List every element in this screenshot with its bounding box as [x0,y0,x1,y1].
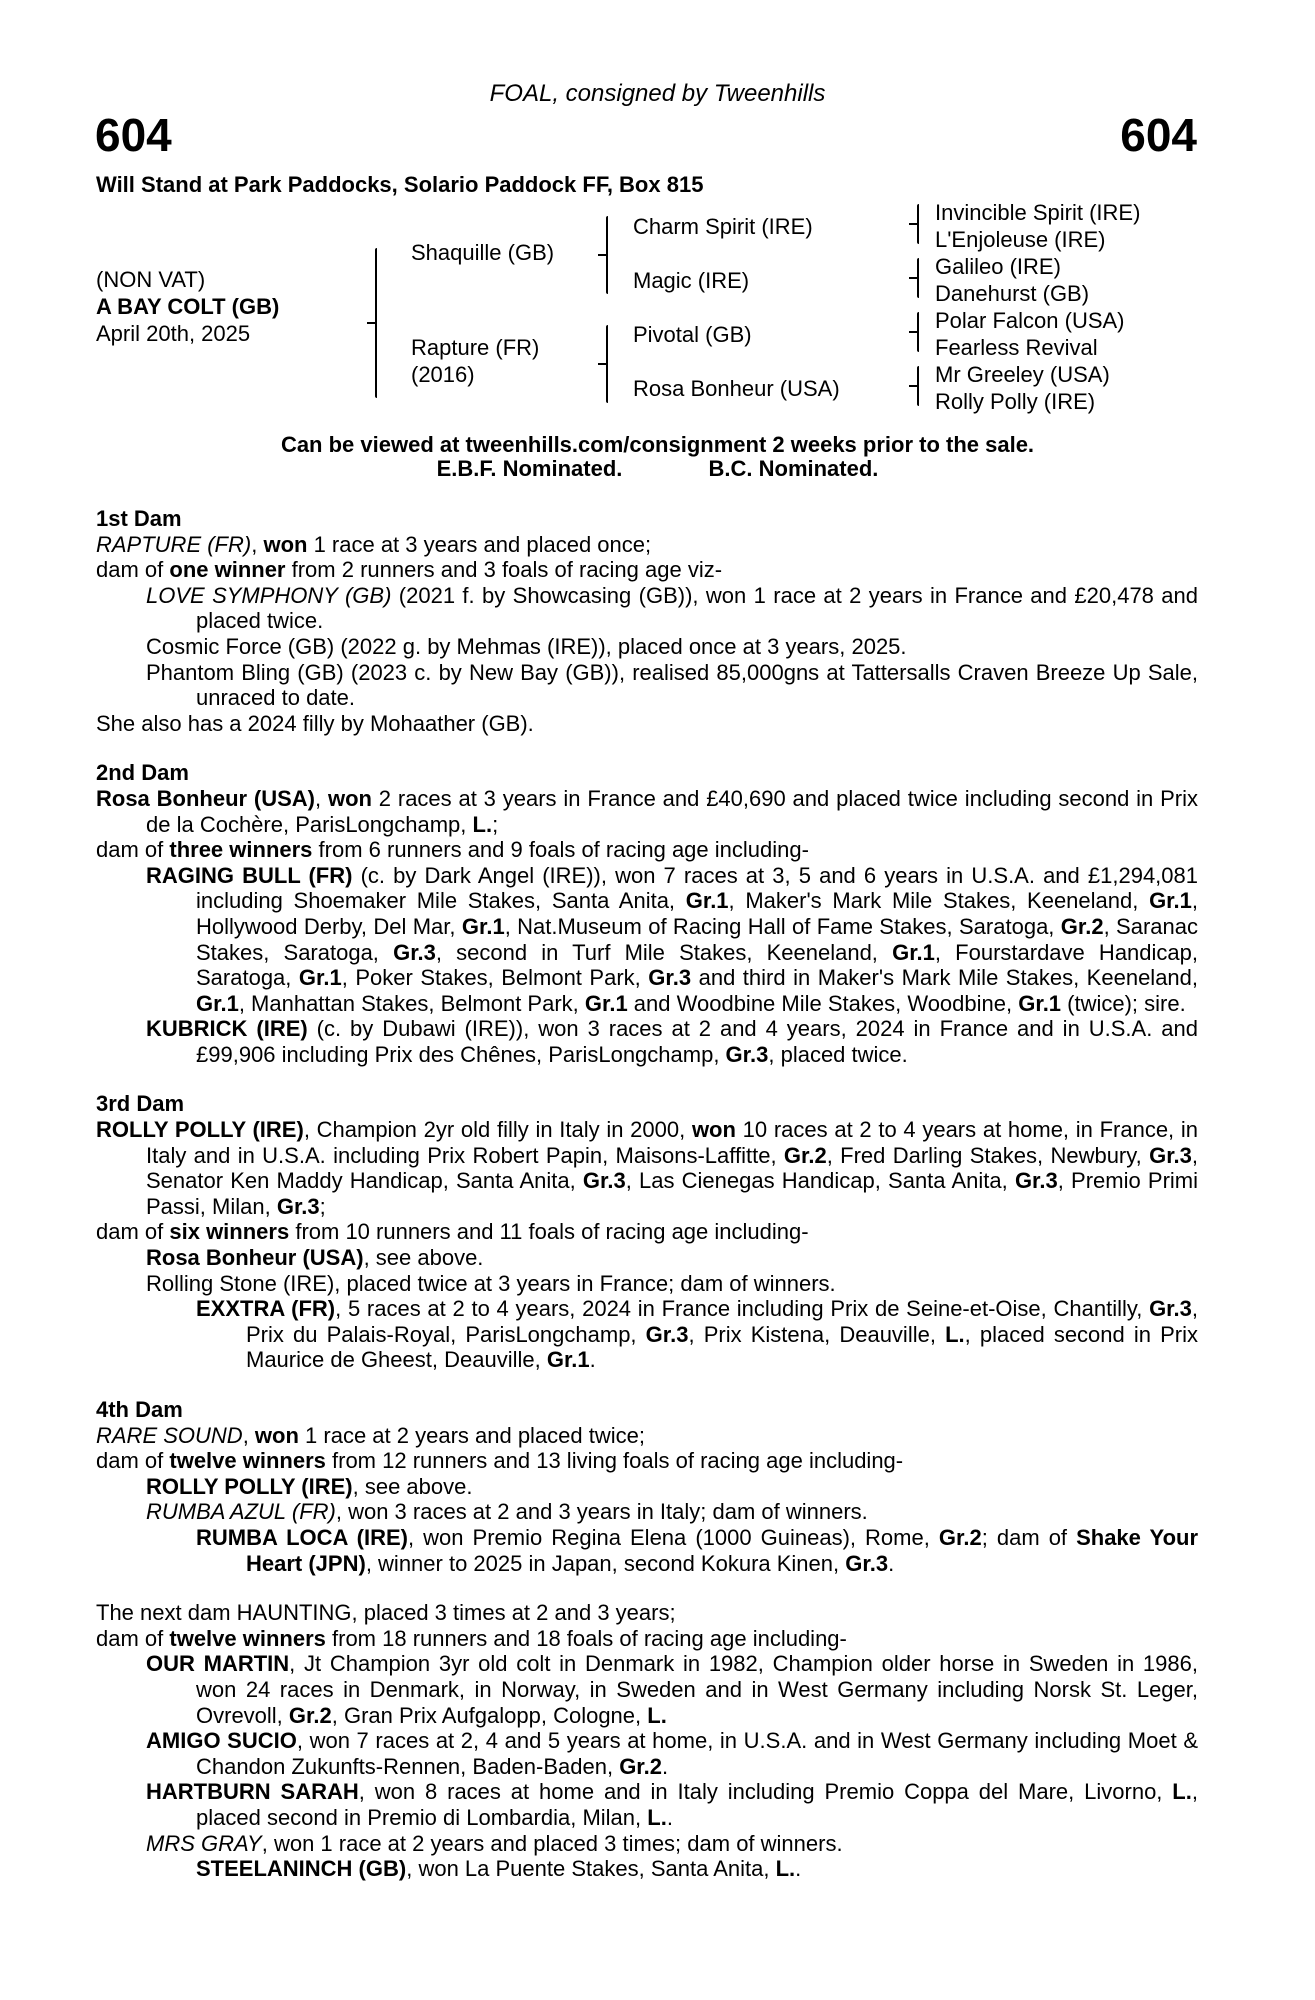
record-entry [96,1728,1198,1779]
pedigree-brace [917,312,919,352]
bold-text: twelve winners [169,1625,326,1651]
sire: Shaquille (GB) [411,240,555,265]
bold-text: one winner [169,557,286,583]
record-entry [96,1779,1198,1830]
pedigree-brace [917,204,919,244]
text: Cosmic Force (GB) (2022 g. by Mehmas (IRE)), placed once at 3 years, 2025. [146,633,907,659]
bold-text: Gr.3 [276,1193,320,1219]
text: ; dam of [981,1524,1077,1550]
text: , won 3 races at 2 and 3 years in Italy; dam of winners. [335,1499,868,1525]
text: dam of [96,1219,170,1245]
text: 1 race at 3 years and placed once; [307,531,652,557]
italic-text: MRS GRAY [146,1830,262,1856]
dam-section [96,506,1198,736]
record-entry [96,1245,1198,1271]
text: , Gran Prix Aufgalopp, Cologne, [331,1702,648,1728]
text: , [242,1422,255,1448]
text: , second in Turf Mile Stakes, Keeneland, [435,939,893,965]
text: 1 race at 2 years and placed twice; [298,1422,646,1448]
bold-text: Gr.3 [582,1168,626,1194]
section-heading: 4th Dam [96,1397,183,1422]
text: She also has a 2024 filly by Mohaather (GB). [96,710,534,736]
text: dam of [96,837,170,863]
great-grandparent: Danehurst (GB) [935,281,1090,306]
text: 10 races at 2 to 4 years at home, in France, in Italy and in U.S.A. including Prix Robert Papin, Maisons-Laffitte, [146,1117,1199,1168]
record-entry [96,1831,1198,1857]
foal-dob: April 20th, 2025 [96,321,251,346]
produce-record [96,506,1198,1906]
bold-text: Gr.1 [1018,990,1062,1016]
lot-number-left: 604 [95,109,172,161]
bold-text: Gr.2 [783,1142,827,1168]
bold-text: won [254,1422,299,1448]
bold-text: won [691,1117,736,1143]
bold-text: Gr.1 [1149,888,1192,914]
text: . [589,1347,596,1373]
bold-text: six winners [169,1219,290,1245]
dam-year: (2016) [411,362,475,387]
record-entry [96,1271,1198,1297]
text: 2 races at 3 years in France and £40,690 and placed twice including second in Prix de la Cochère, ParisLongchamp, [146,785,1199,837]
bold-text: Gr.2 [938,1524,982,1550]
bold-text: Gr.1 [461,913,505,939]
bold-text: Gr.2 [1060,913,1104,939]
text: , Prix Kistena, Deauville, [688,1321,946,1347]
bold-text: EXXTRA (FR) [196,1296,336,1322]
bold-text: L. [472,811,493,837]
pedigree-brace [917,258,919,298]
text: , winner to 2025 in Japan, second Kokura Kinen, [365,1550,846,1576]
record-entry [96,863,1198,1017]
text: ; [319,1193,326,1219]
stabling-location: Will Stand at Park Paddocks, Solario Paddock FF, Box 815 [96,172,704,197]
great-grandparent: Rolly Polly (IRE) [935,389,1096,414]
record-entry [96,1016,1198,1067]
pedigree-brace [606,325,608,403]
bold-text: Rosa Bonheur (USA) [96,785,316,811]
foal-name: A BAY COLT (GB) [96,294,280,319]
vat-status: (NON VAT) [96,267,206,292]
text: from 12 runners and 13 living foals of racing age including- [325,1448,904,1474]
record-entry [96,557,1198,583]
text: , Champion 2yr old filly in Italy in 2000, [303,1117,692,1143]
record-entry [96,1626,1198,1652]
bold-text: Gr.3 [1149,1296,1192,1322]
bold-text: Gr.2 [619,1753,662,1779]
bold-text: AMIGO SUCIO [146,1728,297,1754]
text: (2021 f. by Showcasing (GB)), won 1 race at 2 years in France and £20,478 and placed twice. [196,582,1198,634]
text: (c. by Dubawi (IRE)), won 3 races at 2 and 4 years, 2024 in France and in U.S.A. and £99,906 including Prix des Chênes, ParisLongchamp, [196,1016,1198,1067]
text: dam of [96,1625,170,1651]
text: and third in Maker's Mark Mile Stakes, Keeneland, [691,965,1199,991]
record-entry [96,1856,1198,1882]
text: , see above. [363,1245,484,1271]
great-grandparent: Galileo (IRE) [935,254,1061,279]
text: . [888,1550,895,1576]
text: from 18 runners and 18 foals of racing age including- [325,1625,847,1651]
record-entry [96,1219,1198,1245]
bold-text: Gr.3 [393,939,436,965]
dam-sire: Pivotal (GB) [633,322,752,347]
text: , placed second in Premio di Lombardia, Milan, [196,1779,1198,1830]
record-entry [96,711,1198,737]
pedigree-brace [375,248,377,398]
bold-text: Gr.3 [1014,1168,1058,1194]
lot-number-right: 604 [1120,109,1197,161]
text: ; [492,811,499,837]
section-heading: 2nd Dam [96,760,189,786]
bold-text: Gr.1 [685,888,729,914]
bold-text: Gr.3 [645,1321,689,1347]
section-heading: 1st Dam [96,506,182,531]
record-entry [96,532,1198,558]
record-entry [96,786,1198,837]
bold-text: HARTBURN SARAH [146,1779,359,1805]
text: and Woodbine Mile Stakes, Woodbine, [627,990,1019,1016]
text: , Premio Primi Passi, Milan, [146,1168,1199,1219]
bold-text: Shake Your Heart (JPN) [246,1524,1199,1576]
bold-text: Gr.1 [298,965,342,991]
record-entry [96,583,1198,634]
bold-text: twelve winners [169,1448,326,1474]
record-entry [96,1651,1198,1728]
record-entry [96,837,1198,863]
bold-text: won [263,531,308,557]
bold-text: RUMBA LOCA (IRE) [196,1524,408,1550]
text: from 6 runners and 9 foals of racing age including- [312,837,809,863]
text: , won 7 races at 2, 4 and 5 years at home, in U.S.A. and in West Germany including Moet & Chandon Zukunfts-Rennen, Baden-Baden, [196,1728,1198,1779]
nominations [0,456,1315,482]
record-entry [96,1525,1198,1576]
bold-text: STEELANINCH (GB) [196,1856,407,1882]
bold-text: Gr.3 [648,965,692,991]
dam-section [96,760,1198,1067]
bc-nomination: B.C. Nominated. [708,456,879,481]
dam-section [96,1397,1198,1576]
bold-text: Rosa Bonheur (USA) [146,1245,364,1271]
record-entry [96,1600,1198,1626]
text: . [795,1856,802,1882]
sire-dam: Magic (IRE) [633,268,750,293]
text: dam of [96,1448,170,1474]
bold-text: Gr.1 [892,939,935,965]
bold-text: Gr.3 [725,1041,769,1067]
great-grandparent: Fearless Revival [935,335,1098,360]
text: Phantom Bling (GB) (2023 c. by New Bay (GB)), realised 85,000gns at Tattersalls Craven Breeze Up Sale, unraced to date. [146,659,1198,711]
text: , won 1 race at 2 years and placed 3 times; dam of winners. [261,1830,843,1856]
text: , Nat.Museum of Racing Hall of Fame Stakes, Saratoga, [504,913,1061,939]
sire-sire: Charm Spirit (IRE) [633,214,813,239]
bold-text: RAGING BULL (FR) [146,862,353,888]
record-entry [96,634,1198,660]
text: , Poker Stakes, Belmont Park, [341,965,649,991]
bold-text: three winners [169,837,313,863]
great-grandparent: Invincible Spirit (IRE) [935,200,1141,225]
record-entry [96,1448,1198,1474]
italic-text: RUMBA AZUL (FR) [146,1499,336,1525]
text: , Hollywood Derby, Del Mar, [196,888,1198,939]
text: , Fourstardave Handicap, Saratoga, [196,939,1198,991]
text: . [666,1804,673,1830]
text: , Senator Ken Maddy Handicap, Santa Anita, [146,1142,1199,1194]
text: . [662,1753,669,1779]
text: (c. by Dark Angel (IRE)), won 7 races at 3, 5 and 6 years in U.S.A. and £1,294,081 including Shoemaker Mile Stakes, Santa Anita, [196,862,1198,914]
text: Rolling Stone (IRE), placed twice at 3 years in France; dam of winners. [146,1270,836,1296]
great-grandparent: L'Enjoleuse (IRE) [935,227,1106,252]
text: from 10 runners and 11 foals of racing age including- [289,1219,809,1245]
text: , Fred Darling Stakes, Newbury, [826,1142,1150,1168]
bold-text: L. [1172,1779,1192,1805]
text: , Prix du Palais-Royal, ParisLongchamp, [246,1296,1198,1347]
bold-text: L. [647,1702,667,1728]
record-entry [96,1423,1198,1449]
record-entry [96,1296,1198,1373]
italic-text: LOVE SYMPHONY (GB) [146,582,392,608]
pedigree-brace [917,366,919,406]
bold-text: L. [647,1804,667,1830]
bold-text: ROLLY POLLY (IRE) [96,1117,304,1143]
text: , [251,531,264,557]
italic-text: RAPTURE (FR) [96,531,252,557]
bold-text: Gr.1 [546,1347,590,1373]
text: , Jt Champion 3yr old colt in Denmark in 1982, Champion older horse in Sweden in 1986, won 24 races in Denmark, in Norway, in Sweden and in West Germany including Norsk St. Leger, Ovrevoll, [196,1651,1198,1728]
record-entry [96,1499,1198,1525]
text: The next dam HAUNTING, placed 3 times at 2 and 3 years; [96,1600,676,1626]
dam-dam: Rosa Bonheur (USA) [633,376,840,401]
bold-text: L. [945,1321,965,1347]
text: (twice); sire. [1061,990,1186,1016]
text: , placed twice. [768,1041,908,1067]
text: , see above. [352,1473,473,1499]
bold-text: Gr.1 [584,990,628,1016]
text: , [315,785,328,811]
text: , Las Cienegas Handicap, Santa Anita, [625,1168,1015,1194]
text: from 2 runners and 3 foals of racing age viz- [285,557,723,583]
bold-text: Gr.3 [845,1550,889,1576]
bold-text: Gr.2 [288,1702,332,1728]
bold-text: won [327,785,372,811]
great-grandparent: Mr Greeley (USA) [935,362,1110,387]
bold-text: ROLLY POLLY (IRE) [146,1473,353,1499]
record-entry [96,1117,1198,1219]
text: , won Premio Regina Elena (1000 Guineas), Rome, [407,1524,939,1550]
text: , Manhattan Stakes, Belmont Park, [238,990,585,1016]
text: , placed second in Prix Maurice de Gheest, Deauville, [246,1321,1199,1373]
pedigree-brace [606,216,608,294]
great-grandparent: Polar Falcon (USA) [935,308,1125,333]
record-entry [96,660,1198,711]
dam: Rapture (FR) [411,335,540,360]
italic-text: RARE SOUND [96,1422,243,1448]
consignor-line: FOAL, consigned by Tweenhills [489,80,826,107]
text: , Maker's Mark Mile Stakes, Keeneland, [728,888,1150,914]
text: , won 8 races at home and in Italy including Premio Coppa del Mare, Livorno, [358,1779,1173,1805]
dam-section [96,1091,1198,1373]
viewing-note: Can be viewed at tweenhills.com/consignment 2 weeks prior to the sale. [280,432,1035,457]
bold-text: Gr.1 [196,990,239,1016]
bold-text: KUBRICK (IRE) [146,1016,308,1042]
bold-text: L. [775,1856,796,1882]
text: dam of [96,557,170,583]
bold-text: Gr.3 [1149,1142,1192,1168]
record-entry [96,1474,1198,1500]
dam-section [96,1600,1198,1882]
section-heading: 3rd Dam [96,1091,185,1117]
bold-text: OUR MARTIN [146,1651,290,1677]
ebf-nomination: E.B.F. Nominated. [436,456,623,481]
text: , won La Puente Stakes, Santa Anita, [406,1856,776,1882]
text: , Saranac Stakes, Saratoga, [196,913,1199,965]
text: , 5 races at 2 to 4 years, 2024 in France including Prix de Seine-et-Oise, Chantilly, [335,1296,1150,1322]
